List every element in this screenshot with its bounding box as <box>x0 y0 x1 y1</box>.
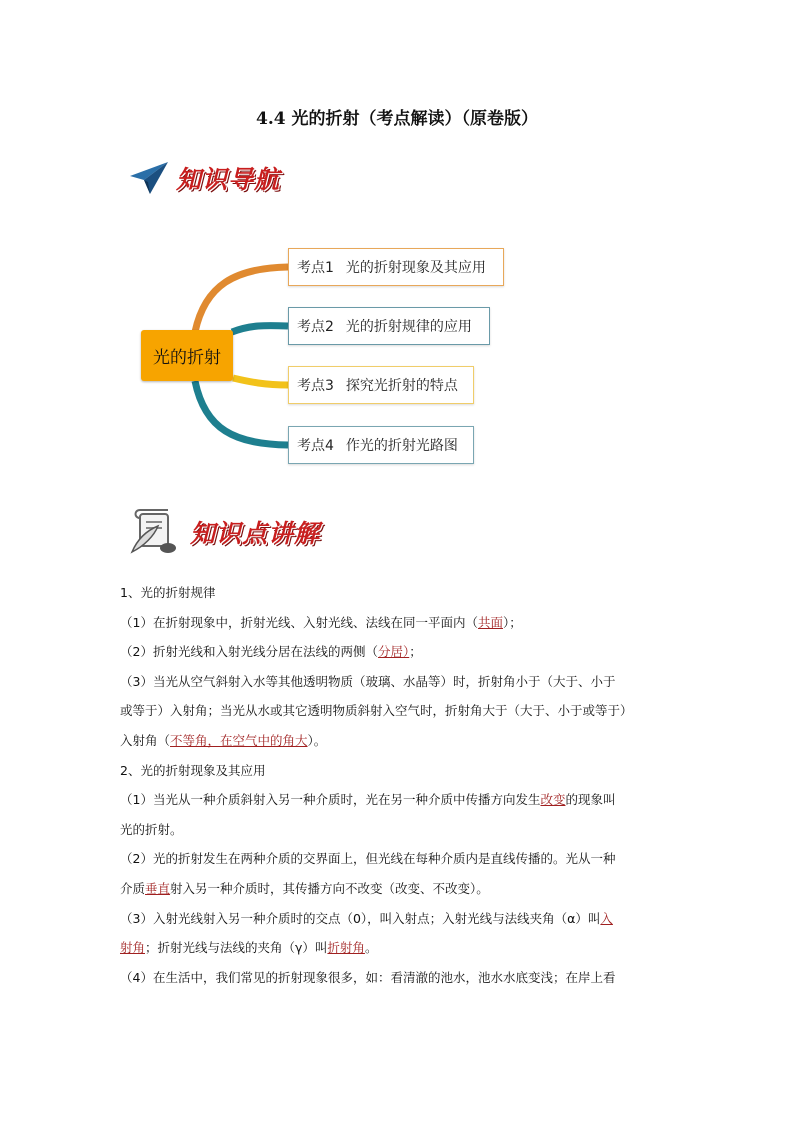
page-title: 4.4 光的折射（考点解读）（原卷版） <box>256 109 538 129</box>
mindmap-branch-3 <box>288 366 474 404</box>
content-paragraph: 或等于）入射角；当光从水或其它透明物质斜射入空气时，折射角大于（大于、小于或等于） <box>120 703 633 719</box>
answer-highlight: 垂直 <box>145 880 171 896</box>
content-paragraph: 射角；折射光线与法线的夹角（γ）叫折射角。 <box>120 940 378 956</box>
answer-highlight: 改变 <box>540 792 566 808</box>
section-title-nav: 知识导航 <box>176 165 281 194</box>
mindmap-branch-4 <box>288 426 474 464</box>
connector-2 <box>232 326 288 332</box>
section-title-points: 知识点讲解 <box>190 519 321 548</box>
mindmap-root: 光的折射 <box>141 330 233 381</box>
branch-text: 探究光折射的特点 <box>345 378 458 394</box>
content-paragraph: （1）在折射现象中，折射光线、入射光线、法线在同一平面内（共面）； <box>120 614 522 630</box>
answer-highlight: 不等角，在空气中的角大 <box>170 732 308 748</box>
knowledge-content <box>120 578 680 992</box>
content-paragraph: （1）当光从一种介质斜射入另一种介质时，光在另一种介质中传播方向发生改变的现象叫 <box>120 792 616 808</box>
answer-highlight: 共面 <box>477 614 503 630</box>
content-paragraph: （3）入射光线射入另一种介质时的交点（0），叫入射点；入射光线与法线夹角（α）叫入 <box>120 910 613 926</box>
content-paragraph: 入射角（不等角，在空气中的角大）。 <box>120 732 327 748</box>
content-paragraph: （3）当光从空气斜射入水等其他透明物质（玻璃、水晶等）时，折射角小于（大于、小于 <box>120 673 616 689</box>
content-heading-2: 2、光的折射现象及其应用 <box>120 762 266 778</box>
branch-text: 光的折射现象及其应用 <box>345 260 486 276</box>
scroll-quill-icon <box>128 508 180 556</box>
mindmap-branch-1 <box>288 248 504 286</box>
content-paragraph: （2）折射光线和入射光线分居在法线的两侧（分居）； <box>120 644 422 660</box>
content-paragraph: 介质垂直射入另一种介质时，其传播方向不改变（改变、不改变）。 <box>120 880 489 896</box>
branch-number: 考点1 <box>297 260 334 276</box>
answer-highlight: 射角 <box>120 940 146 956</box>
content-paragraph: 光的折射。 <box>120 821 183 837</box>
content-paragraph: （4）在生活中，我们常见的折射现象很多，如：看清澈的池水，池水水底变浅；在岸上看 <box>120 969 616 985</box>
answer-highlight: 折射角 <box>327 940 365 956</box>
branch-text: 作光的折射光路图 <box>345 438 458 454</box>
mindmap-branch-2 <box>288 307 490 345</box>
branch-number: 考点3 <box>297 378 334 394</box>
content-paragraph: （2）光的折射发生在两种介质的交界面上，但光线在每种介质内是直线传播的。光从一种 <box>120 851 616 867</box>
answer-highlight: 入 <box>600 910 613 926</box>
branch-text: 光的折射规律的应用 <box>345 319 472 335</box>
answer-highlight: 分居） <box>377 644 410 660</box>
connector-4 <box>195 381 288 445</box>
branch-number: 考点4 <box>297 438 334 454</box>
knowledge-points-header <box>128 508 320 556</box>
content-heading-1: 1、光的折射规律 <box>120 585 216 600</box>
connector-3 <box>233 378 288 385</box>
branch-number: 考点2 <box>297 319 334 335</box>
